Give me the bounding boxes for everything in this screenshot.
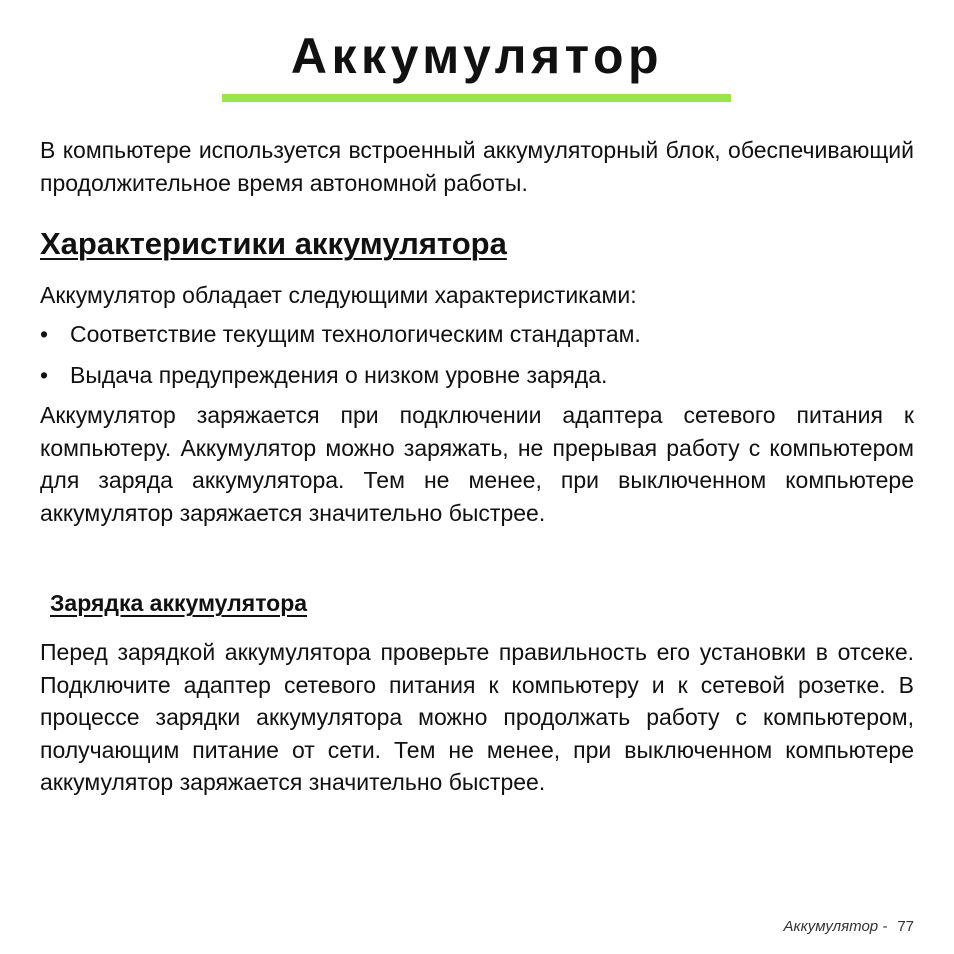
bullet-icon: • (40, 362, 49, 388)
list-item-text: Выдача предупреждения о низком уровне заряда. (70, 362, 608, 388)
footer-section-label: Аккумулятор - (783, 918, 888, 935)
bullet-icon: • (40, 321, 49, 347)
intro-paragraph: В компьютере используется встроенный аккумуляторный блок, обеспечивающий продолжительное время автономной работы. (40, 137, 914, 196)
title-underline-bar (222, 94, 731, 102)
page-title: Аккумулятор (290, 28, 664, 84)
page-footer (784, 917, 914, 937)
section-heading-charging: Зарядка аккумулятора (50, 590, 308, 616)
section-heading-characteristics: Характеристики аккумулятора (40, 226, 507, 261)
charging-info-paragraph: Аккумулятор заряжается при подключении адаптера сетевого питания к компьютеру. Аккумулятор можно заряжать, не прерывая работу с компьютером для заряда аккумулятора. Тем не менее, при выключенном компьютере аккумулятор заряжается значительно быстрее. (40, 402, 914, 526)
charging-instructions-paragraph: Перед зарядкой аккумулятора проверьте правильность его установки в отсеке. Подключите адаптер сетевого питания к компьютеру и к сетевой розетке. В процессе зарядки аккумулятора можно продолжать работу с компьютером, получающим питание от сети. Тем не менее, при выключенном компьютере аккумулятор заряжается значительно быстрее. (40, 639, 914, 795)
characteristics-lead: Аккумулятор обладает следующими характеристиками: (40, 282, 637, 308)
list-item (40, 319, 641, 360)
page-number: 77 (897, 918, 914, 935)
list-item (40, 360, 641, 401)
list-item-text: Соответствие текущим технологическим стандартам. (70, 321, 641, 347)
characteristics-list (40, 319, 641, 401)
